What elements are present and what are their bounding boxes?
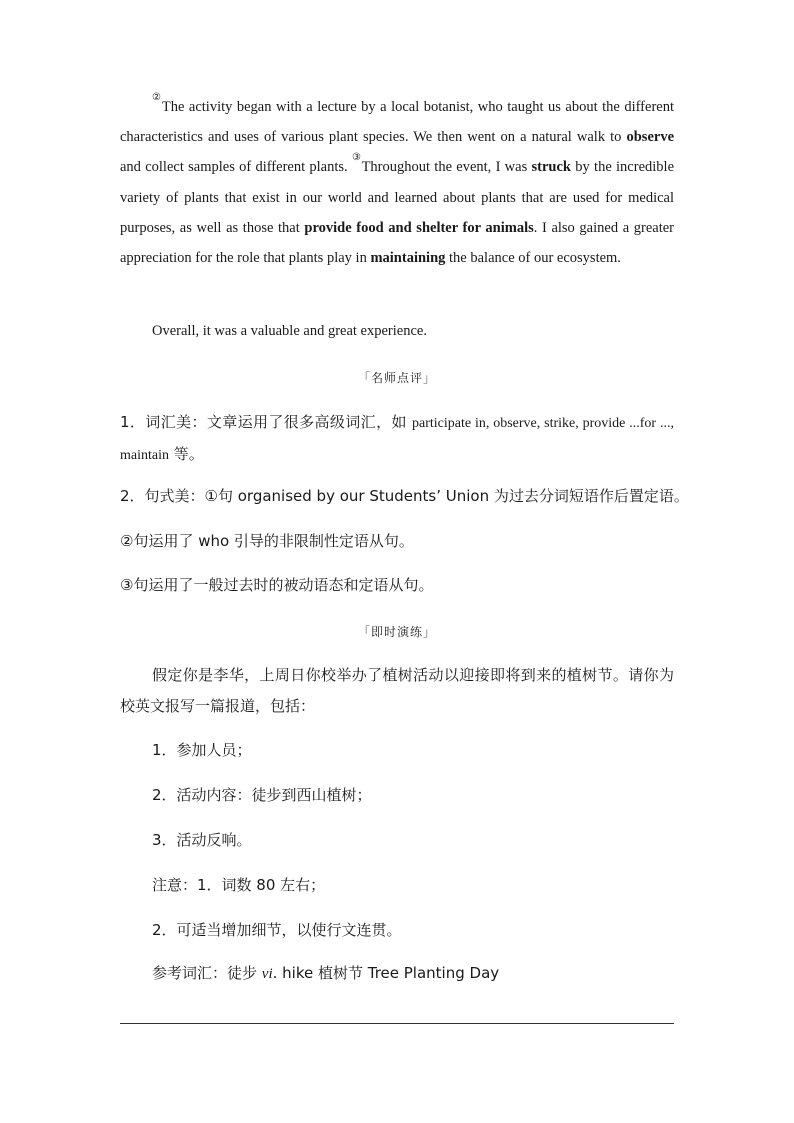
essay-text: The activity began with a lecture by a local botanist, who taught us about the different characteristics and uses of various plant species. We then went on a natural walk to (120, 99, 674, 146)
essay-text: and collect samples of different plants. (120, 159, 352, 176)
essay-text: the balance of our ecosystem. (445, 250, 621, 267)
highlight-provide: provide food and shelter for animals (304, 219, 534, 236)
practice-point-2: 2．活动内容：徒步到西山植树； (152, 786, 372, 804)
essay-paragraph-body (120, 92, 674, 273)
highlight-observe: observe (626, 129, 674, 146)
review-item-sentence-3: ③句运用了一般过去时的被动语态和定语从句。 (120, 576, 434, 594)
highlight-maintaining: maintaining (370, 250, 446, 267)
review-item-sentence-2: ②句运用了 who 引导的非限制性定语从句。 (120, 532, 414, 550)
review-item-vocabulary (120, 407, 674, 471)
practice-prompt: 假定你是李华，上周日你校举办了植树活动以迎接即将到来的植树节。请你为校英文报写一篇报道，包括： (120, 666, 674, 715)
vocab-text: 参考词汇：徒步 (152, 964, 262, 982)
practice-point-1: 1．参加人员； (152, 741, 252, 759)
vocab-text: . hike 植树节 Tree Planting Day (272, 964, 500, 982)
practice-note-1: 注意：1．词数 80 左右； (152, 876, 326, 894)
review-item-sentence: 2．句式美：①句 organised by our Students’ Union 为过去分词短语作后置定语。 (120, 487, 689, 505)
review-heading: 「名师点评」 (357, 371, 436, 385)
document-page (120, 0, 689, 1123)
footer-divider (120, 1023, 674, 1024)
highlight-struck: struck (531, 159, 571, 176)
review-words: participate in, observe, strike, provide ...for ..., maintain (120, 416, 674, 463)
practice-note-2: 2．可适当增加细节，以使行文连贯。 (152, 921, 402, 939)
essay-text: Throughout the event, I was (361, 159, 532, 176)
practice-heading: 「即时演练」 (357, 625, 436, 639)
essay-paragraph-conclusion: Overall, it was a valuable and great experience. (152, 323, 427, 339)
circled-number-2: ② (152, 92, 162, 103)
circled-number-3: ③ (351, 152, 362, 164)
review-text: 等。 (169, 445, 204, 463)
vocab-pos: vi (261, 966, 273, 982)
review-text: 1．词汇美：文章运用了很多高级词汇，如 (120, 413, 412, 431)
essay-text: by the incredible variety of plants that exist in our world and learned about plants that are used for medical purposes, as well as those that (120, 159, 675, 236)
practice-vocab (152, 962, 499, 985)
practice-point-3: 3．活动反响。 (152, 831, 252, 849)
essay-text: . I also gained a greater appreciation for the role that plants play in (120, 219, 675, 267)
